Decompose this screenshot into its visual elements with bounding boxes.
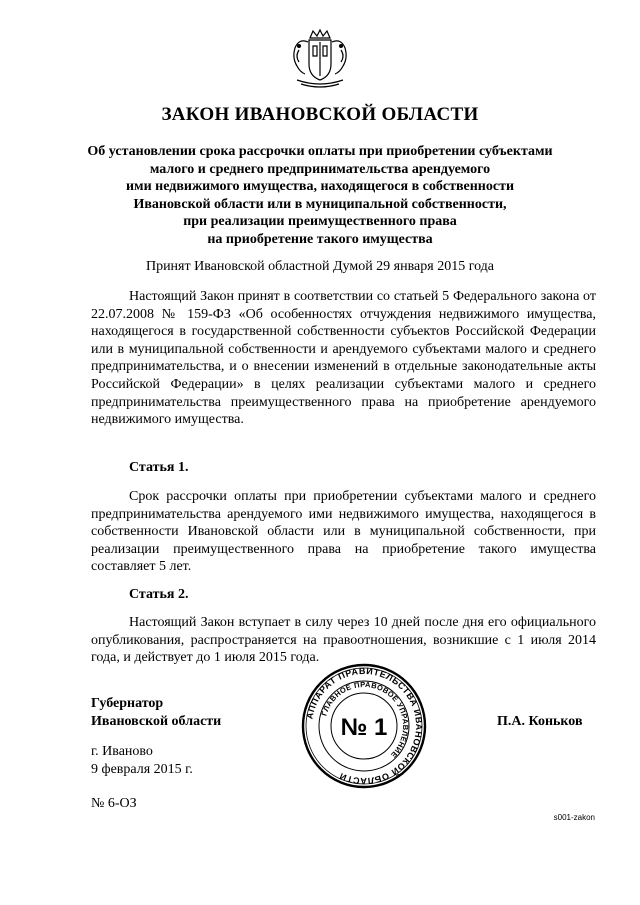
preamble-paragraph: Настоящий Закон принят в соответствии со статьей 5 Федерального закона от 22.07.2008 № 159-ФЗ «Об особенностях отчуждения недвижимого имущества, находящегося в государственной собственности субъектов Российской Федерации или в муниципальной собственности и арендуемого субъектами малого и среднего предпринимательства, и о внесении изменений в отдельные законодательные акты Российской Федерации» в целях реализации субъектами малого и среднего предпринимательства преимущественного права на приобретение арендуемого недвижимого имущества. xyxy=(91,289,596,428)
signatory-position-line: Губернатор xyxy=(91,696,164,711)
subtitle-line: Об установлении срока рассрочки оплаты при приобретении субъектами xyxy=(87,144,553,159)
coat-of-arms-icon xyxy=(287,28,353,90)
stamp-outer-text: АППАРАТ ПРАВИТЕЛЬСТВА ИВАНОВСКОЙ ОБЛАСТИ xyxy=(304,665,425,787)
subtitle-line: на приобретение такого имущества xyxy=(207,231,433,247)
adoption-note: Принят Ивановской областной Думой 29 января 2015 года xyxy=(145,259,495,274)
article-2-text: Настоящий Закон вступает в силу через 10 дней после дня его официального опубликования, распространяется на правоотношения, возникшие с 1 июля 2014 года, и действует до 1 июля 2015 года. xyxy=(91,615,596,666)
stamp-inner-text: ГЛАВНОЕ ПРАВОВОЕ УПРАВЛЕНИЕ xyxy=(319,679,411,760)
signatory-position-line: Ивановской области xyxy=(91,713,222,729)
article-2-heading: Статья 2. xyxy=(129,587,189,602)
document-code: s001-zakon xyxy=(553,813,595,822)
subtitle-line: малого и среднего предпринимательства арендуемого xyxy=(149,161,491,177)
article-1-text: Срок рассрочки оплаты при приобретении субъектами малого и среднего предпринимательства арендуемого ими недвижимого имущества, находящегося в собственности Ивановской области или в муниципальной собственности, при реализации преимущественного права на приобретение такого имущества составляет 5 лет. xyxy=(91,489,596,575)
stamp-number: № 1 xyxy=(340,714,388,741)
signing-date: 9 февраля 2015 г. xyxy=(91,762,193,777)
document-subtitle xyxy=(0,143,640,248)
signatory-name: П.А. Коньков xyxy=(497,714,583,729)
document-title: ЗАКОН ИВАНОВСКОЙ ОБЛАСТИ xyxy=(161,104,479,125)
signing-place: г. Иваново xyxy=(91,744,153,759)
subtitle-line: ими недвижимого имущества, находящегося в собственности xyxy=(125,179,515,194)
law-number: № 6-ОЗ xyxy=(91,796,137,811)
official-stamp xyxy=(300,662,428,790)
article-1-heading: Статья 1. xyxy=(129,460,189,475)
subtitle-line: при реализации преимущественного права xyxy=(183,214,457,229)
signatory-position xyxy=(91,695,221,730)
subtitle-line: Ивановской области или в муниципальной собственности, xyxy=(133,196,507,212)
